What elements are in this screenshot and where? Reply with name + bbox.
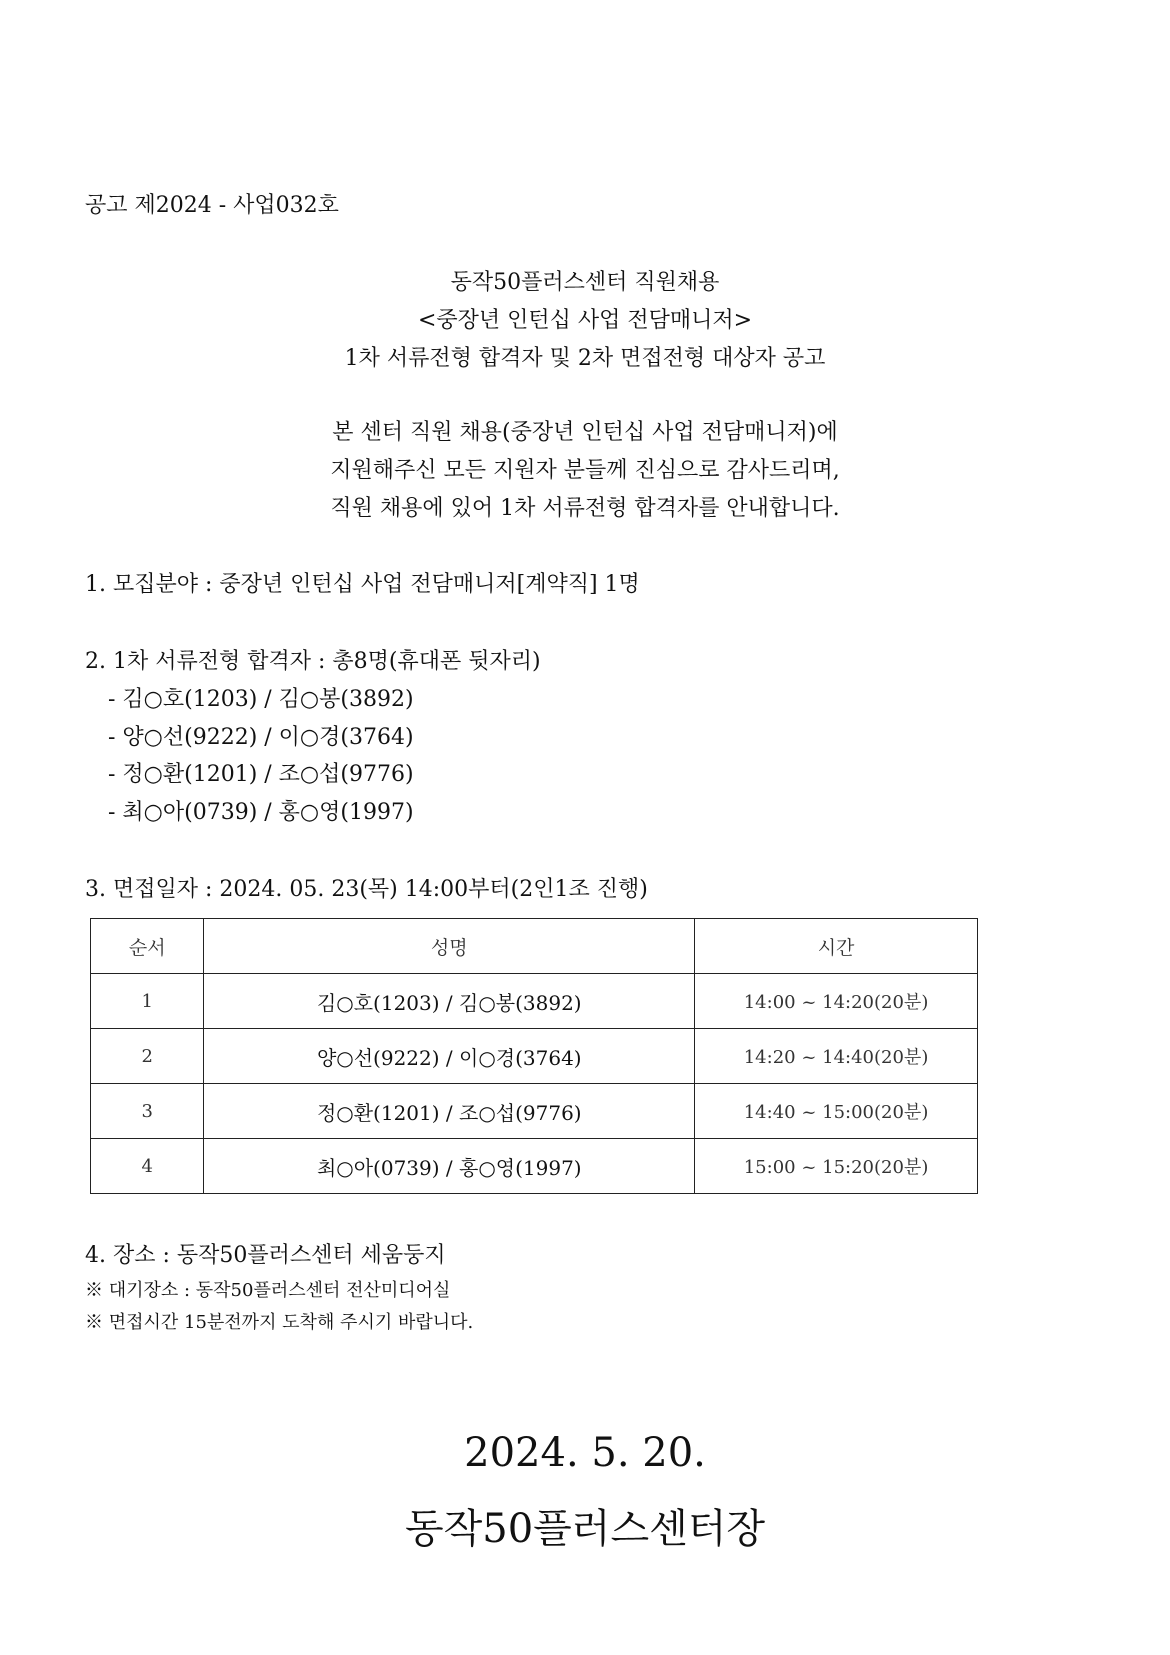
cell-names: 정○환(1201) / 조○섭(9776) (204, 1084, 695, 1139)
interview-schedule-table (90, 918, 978, 1194)
intro-line-3: 직원 채용에 있어 1차 서류전형 합격자를 안내합니다. (330, 496, 840, 521)
passed-list-item: - 최○아(0739) / 홍○영(1997) (108, 800, 414, 825)
note-waiting-room: ※ 대기장소 : 동작50플러스센터 전산미디어실 (85, 1280, 451, 1301)
cell-names: 최○아(0739) / 홍○영(1997) (204, 1139, 695, 1194)
reference-number: 공고 제2024 - 사업032호 (85, 193, 339, 218)
table-row (91, 1029, 978, 1084)
table-row (91, 974, 978, 1029)
intro-line-1: 본 센터 직원 채용(중장년 인턴십 사업 전담매니저)에 (332, 420, 838, 445)
header-time: 시간 (695, 919, 978, 974)
header-name: 성명 (204, 919, 695, 974)
cell-order: 3 (91, 1084, 204, 1139)
cell-order: 4 (91, 1139, 204, 1194)
table-row (91, 1084, 978, 1139)
section-passed-heading: 2. 1차 서류전형 합격자 : 총8명(휴대폰 뒷자리) (85, 649, 541, 674)
header-order: 순서 (91, 919, 204, 974)
section-interview-date: 3. 면접일자 : 2024. 05. 23(목) 14:00부터(2인1조 진행) (85, 877, 648, 902)
cell-order: 1 (91, 974, 204, 1029)
cell-names: 김○호(1203) / 김○봉(3892) (204, 974, 695, 1029)
title-line-1: 동작50플러스센터 직원채용 (450, 270, 720, 295)
note-arrival: ※ 면접시간 15분전까지 도착해 주시기 바랍니다. (85, 1312, 474, 1333)
cell-time: 14:40 ~ 15:00(20분) (695, 1084, 978, 1139)
issue-date: 2024. 5. 20. (464, 1430, 706, 1476)
cell-time: 14:20 ~ 14:40(20분) (695, 1029, 978, 1084)
cell-names: 양○선(9222) / 이○경(3764) (204, 1029, 695, 1084)
section-location: 4. 장소 : 동작50플러스센터 세움둥지 (85, 1243, 446, 1268)
signer: 동작50플러스센터장 (404, 1506, 766, 1552)
passed-list-item: - 양○선(9222) / 이○경(3764) (108, 725, 414, 750)
passed-list-item: - 김○호(1203) / 김○봉(3892) (108, 687, 414, 712)
title-line-2: <중장년 인턴십 사업 전담매니저> (417, 308, 753, 333)
cell-time: 14:00 ~ 14:20(20분) (695, 974, 978, 1029)
cell-time: 15:00 ~ 15:20(20분) (695, 1139, 978, 1194)
table-row (91, 1139, 978, 1194)
passed-list-item: - 정○환(1201) / 조○섭(9776) (108, 762, 414, 787)
intro-line-2: 지원해주신 모든 지원자 분들께 진심으로 감사드리며, (330, 458, 840, 483)
title-line-3: 1차 서류전형 합격자 및 2차 면접전형 대상자 공고 (344, 346, 826, 371)
cell-order: 2 (91, 1029, 204, 1084)
section-recruitment-field: 1. 모집분야 : 중장년 인턴십 사업 전담매니저[계약직] 1명 (85, 572, 640, 597)
table-header-row (91, 919, 978, 974)
